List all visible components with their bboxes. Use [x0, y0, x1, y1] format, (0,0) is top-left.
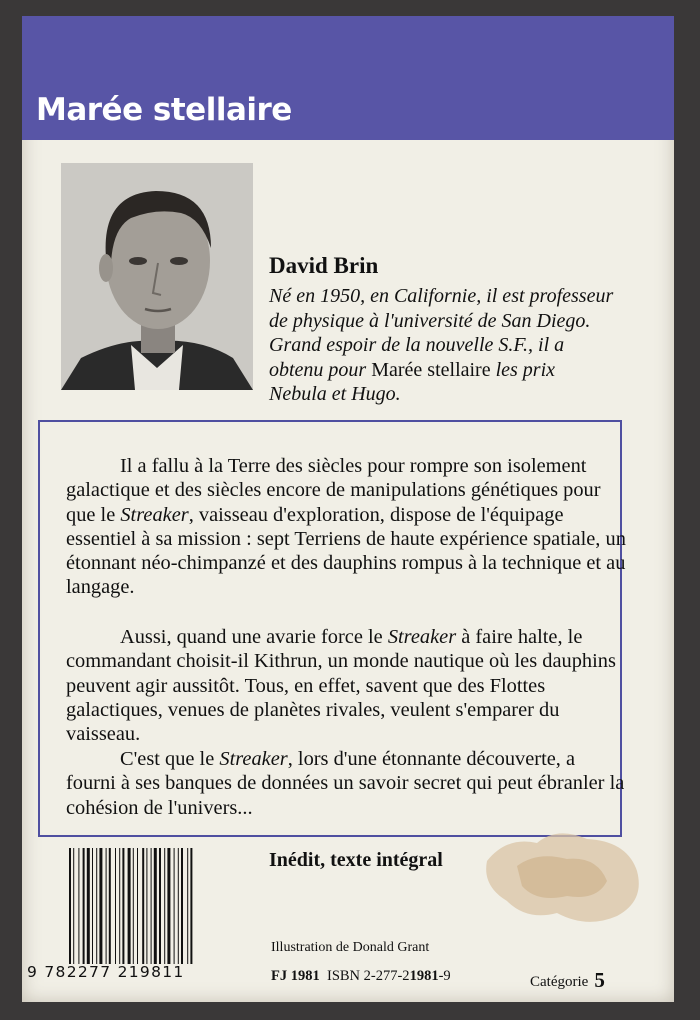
barcode-bar [190, 848, 192, 964]
isbn-line [271, 968, 451, 985]
ship-name: Streaker [120, 503, 189, 526]
barcode-bar [133, 848, 134, 964]
title-band [22, 16, 674, 140]
barcode-bar [73, 848, 74, 964]
synopsis-paragraph [66, 747, 626, 820]
isbn-end: -9 [438, 968, 451, 984]
synopsis-text: C'est que le [120, 748, 220, 770]
synopsis-text: , vaisseau d'exploration, dispose de l'équipage essentiel à sa mission : sept Terriens de haute expérience spatiale, un étonnant néo-chimpanzé et des dauphins rompus à la technique et au langage. [66, 503, 626, 599]
bio-book-title: Marée stellaire [371, 358, 491, 381]
barcode-bar [115, 848, 116, 964]
author-photo [61, 163, 253, 390]
synopsis-text: Aussi, quand une avarie force le [120, 626, 388, 648]
bio-line: de physique à l'université de San Diego. [269, 309, 591, 332]
author-bio [269, 284, 664, 407]
barcode-bar [99, 848, 102, 964]
isbn-bold: 1981 [409, 968, 439, 984]
category-label: Catégorie [530, 974, 589, 990]
series-code: FJ 1981 [271, 968, 320, 984]
edition-note: Inédit, texte intégral [269, 849, 443, 871]
barcode-bar [142, 848, 144, 964]
synopsis-paragraph [66, 454, 626, 600]
bio-text: les prix [490, 358, 556, 381]
barcode-bar [109, 848, 111, 964]
barcode-number: 9 782277 219811 [27, 963, 185, 981]
barcode-bar [178, 848, 179, 964]
barcode-bar [187, 848, 188, 964]
ship-name: Streaker [387, 626, 457, 648]
barcode-bar [96, 848, 97, 964]
bio-line [269, 358, 664, 383]
synopsis-text: , lors d'une étonnante découverte, a fourni à ses banques de données un savoir secret qui peut ébranler la cohésion de l'univers... [66, 748, 625, 819]
barcode-bar [146, 848, 147, 964]
barcode-bar [106, 848, 107, 964]
paper-stain [477, 821, 647, 931]
barcode-bar [167, 848, 170, 964]
barcode-bar [181, 848, 183, 964]
category [530, 967, 605, 992]
barcode-bar [69, 848, 71, 964]
synopsis-text: Il a fallu à la Terre des siècles pour rompre son isolement galactique et des siècles encore de manipulations génétiques pour que le [66, 455, 601, 526]
synopsis-text: à faire halte, le commandant choisit-il Kithrun, un monde nautique où les dauphins peuvent agir aussitôt. Tous, en effet, savent que des Flottes galactiques, venues de planètes rivales, veulent s'emparer du vaisseau. [66, 626, 616, 746]
bio-line: Né en 1950, en Californie, il est professeur [269, 285, 614, 307]
barcode-bar [164, 848, 165, 964]
barcode-bar [87, 848, 90, 964]
illustration-credit: Illustration de Donald Grant [271, 940, 430, 955]
barcode-bar [137, 848, 138, 964]
bio-line: Nebula et Hugo. [269, 383, 401, 405]
barcode [67, 848, 235, 964]
book-back-cover [22, 16, 674, 1002]
synopsis-paragraph [66, 625, 626, 746]
barcode-bar [151, 848, 152, 964]
barcode-bar [174, 848, 175, 964]
barcode-bar [154, 848, 157, 964]
category-value: 5 [594, 968, 605, 992]
barcode-bar [119, 848, 120, 964]
ship-name: Streaker [219, 748, 288, 770]
barcode-bar [128, 848, 131, 964]
bio-line: Grand espoir de la nouvelle S.F., il a [269, 334, 565, 356]
barcode-bar [92, 848, 93, 964]
author-name: David Brin [269, 253, 379, 278]
synopsis-box [38, 420, 626, 837]
barcode-bar [78, 848, 79, 964]
barcode-bar [83, 848, 85, 964]
bio-text: obtenu pour [269, 358, 372, 381]
barcode-bar [122, 848, 124, 964]
isbn-label: ISBN 2-277-2 [326, 968, 410, 984]
barcode-bar [159, 848, 161, 964]
book-title: Marée stellaire [36, 92, 292, 128]
